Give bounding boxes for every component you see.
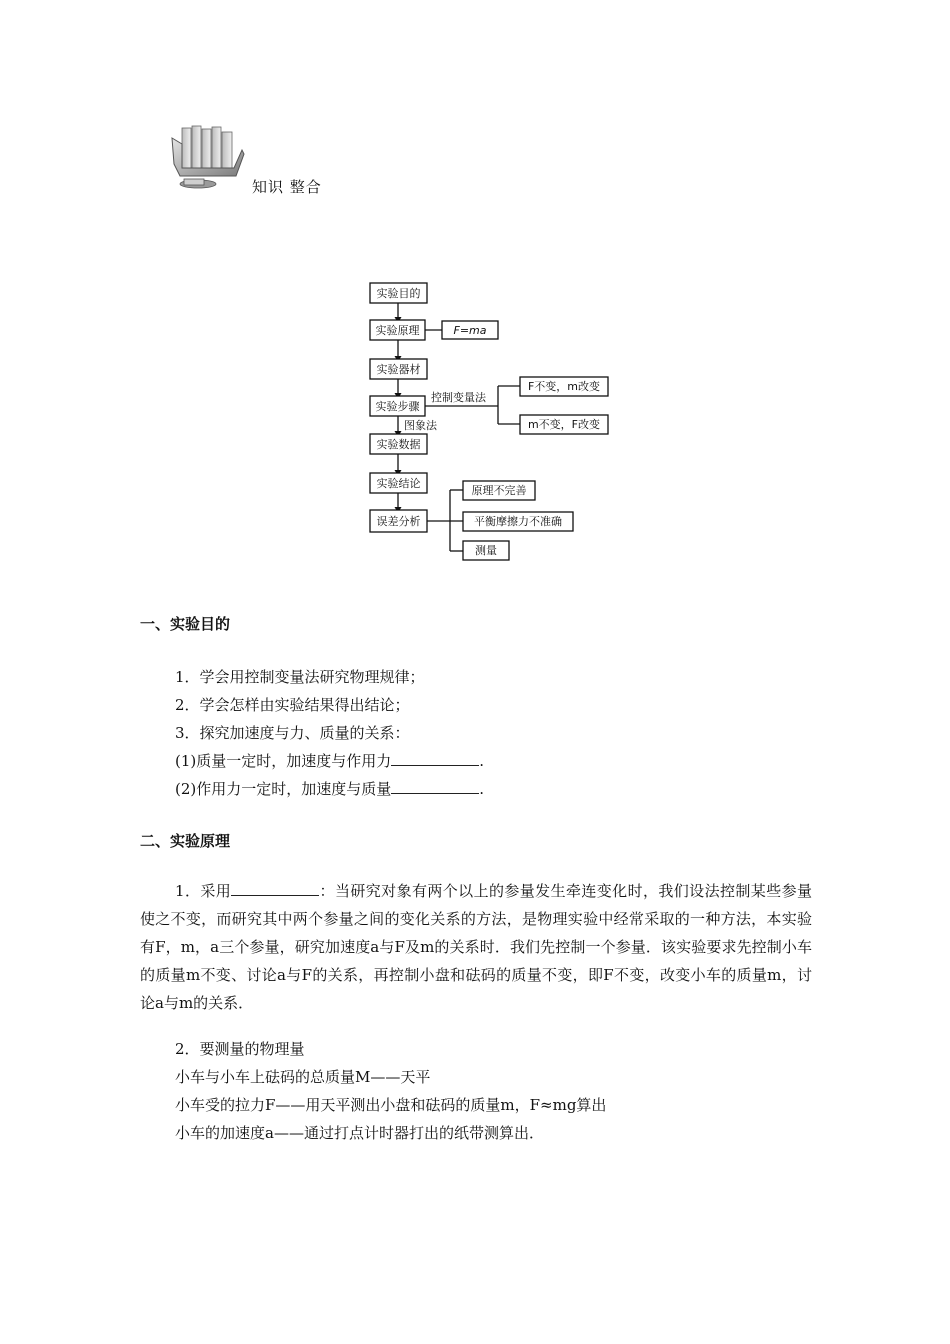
graph-method-label: 图象法	[404, 419, 437, 432]
flow-step-procedure: 实验步骤	[375, 400, 420, 413]
fill-blank	[391, 751, 479, 766]
flow-step-equipment: 实验器材	[376, 363, 421, 376]
bookshelf-icon	[168, 124, 250, 194]
section1-title: 一、实验目的	[140, 615, 231, 633]
purpose-sub-2-text: (2)作用力一定时，加速度与质量	[175, 780, 392, 798]
measure-line-mass: 小车与小车上砝码的总质量M——天平	[175, 1068, 431, 1086]
measure-title: 2．要测量的物理量	[175, 1040, 305, 1058]
principle-paragraph	[140, 877, 812, 1017]
purpose-item-2: 2．学会怎样由实验结果得出结论；	[175, 696, 410, 714]
control-case-a: F不变，m改变	[527, 380, 601, 393]
principle-lead: 1．采用	[175, 882, 232, 900]
section-header-title: 知识 整合	[252, 178, 322, 196]
purpose-item-3: 3．探究加速度与力、质量的关系：	[175, 724, 410, 742]
principle-formula: F=ma	[453, 324, 487, 337]
sentence-end: .	[479, 780, 485, 798]
section2-title: 二、实验原理	[140, 832, 231, 850]
error-source-principle: 原理不完善	[471, 484, 527, 497]
fill-blank	[391, 779, 479, 794]
flow-step-purpose: 实验目的	[376, 287, 421, 300]
flow-step-principle: 实验原理	[375, 324, 420, 337]
measure-line-acceleration: 小车的加速度a——通过打点计时器打出的纸带测算出．	[175, 1124, 544, 1142]
flow-step-conclusion: 实验结论	[376, 477, 421, 490]
control-case-b: m不变，F改变	[527, 418, 601, 431]
purpose-sub-1	[175, 750, 484, 771]
experiment-flow-diagram	[366, 280, 601, 570]
sentence-end: .	[479, 752, 485, 770]
control-variable-label: 控制变量法	[431, 391, 486, 404]
flow-step-error-analysis: 误差分析	[376, 515, 421, 528]
fill-blank	[231, 881, 319, 896]
principle-text: ：当研究对象有两个以上的参量发生牵连变化时，我们设法控制某些参量使之不变，而研究其中两个参量之间的变化关系的方法，是物理实验中经常采取的一种方法，本实验有F，m，a三个参量，研究加速度a与F及m的关系时．我们先控制一个参量．该实验要求先控制小车的质量m不变、讨论a与F的关系，再控制小盘和砝码的质量不变，即F不变，改变小车的质量m，讨论a与m的关系．	[140, 882, 812, 1012]
error-source-measurement: 测量	[475, 544, 497, 557]
error-source-friction: 平衡摩擦力不准确	[474, 515, 562, 528]
purpose-sub-1-text: (1)质量一定时，加速度与作用力	[175, 752, 392, 770]
flow-step-data: 实验数据	[376, 438, 421, 451]
measure-line-force: 小车受的拉力F——用天平测出小盘和砝码的质量m，F≈mg算出	[175, 1096, 607, 1114]
purpose-item-1: 1．学会用控制变量法研究物理规律；	[175, 668, 425, 686]
purpose-sub-2	[175, 778, 484, 799]
